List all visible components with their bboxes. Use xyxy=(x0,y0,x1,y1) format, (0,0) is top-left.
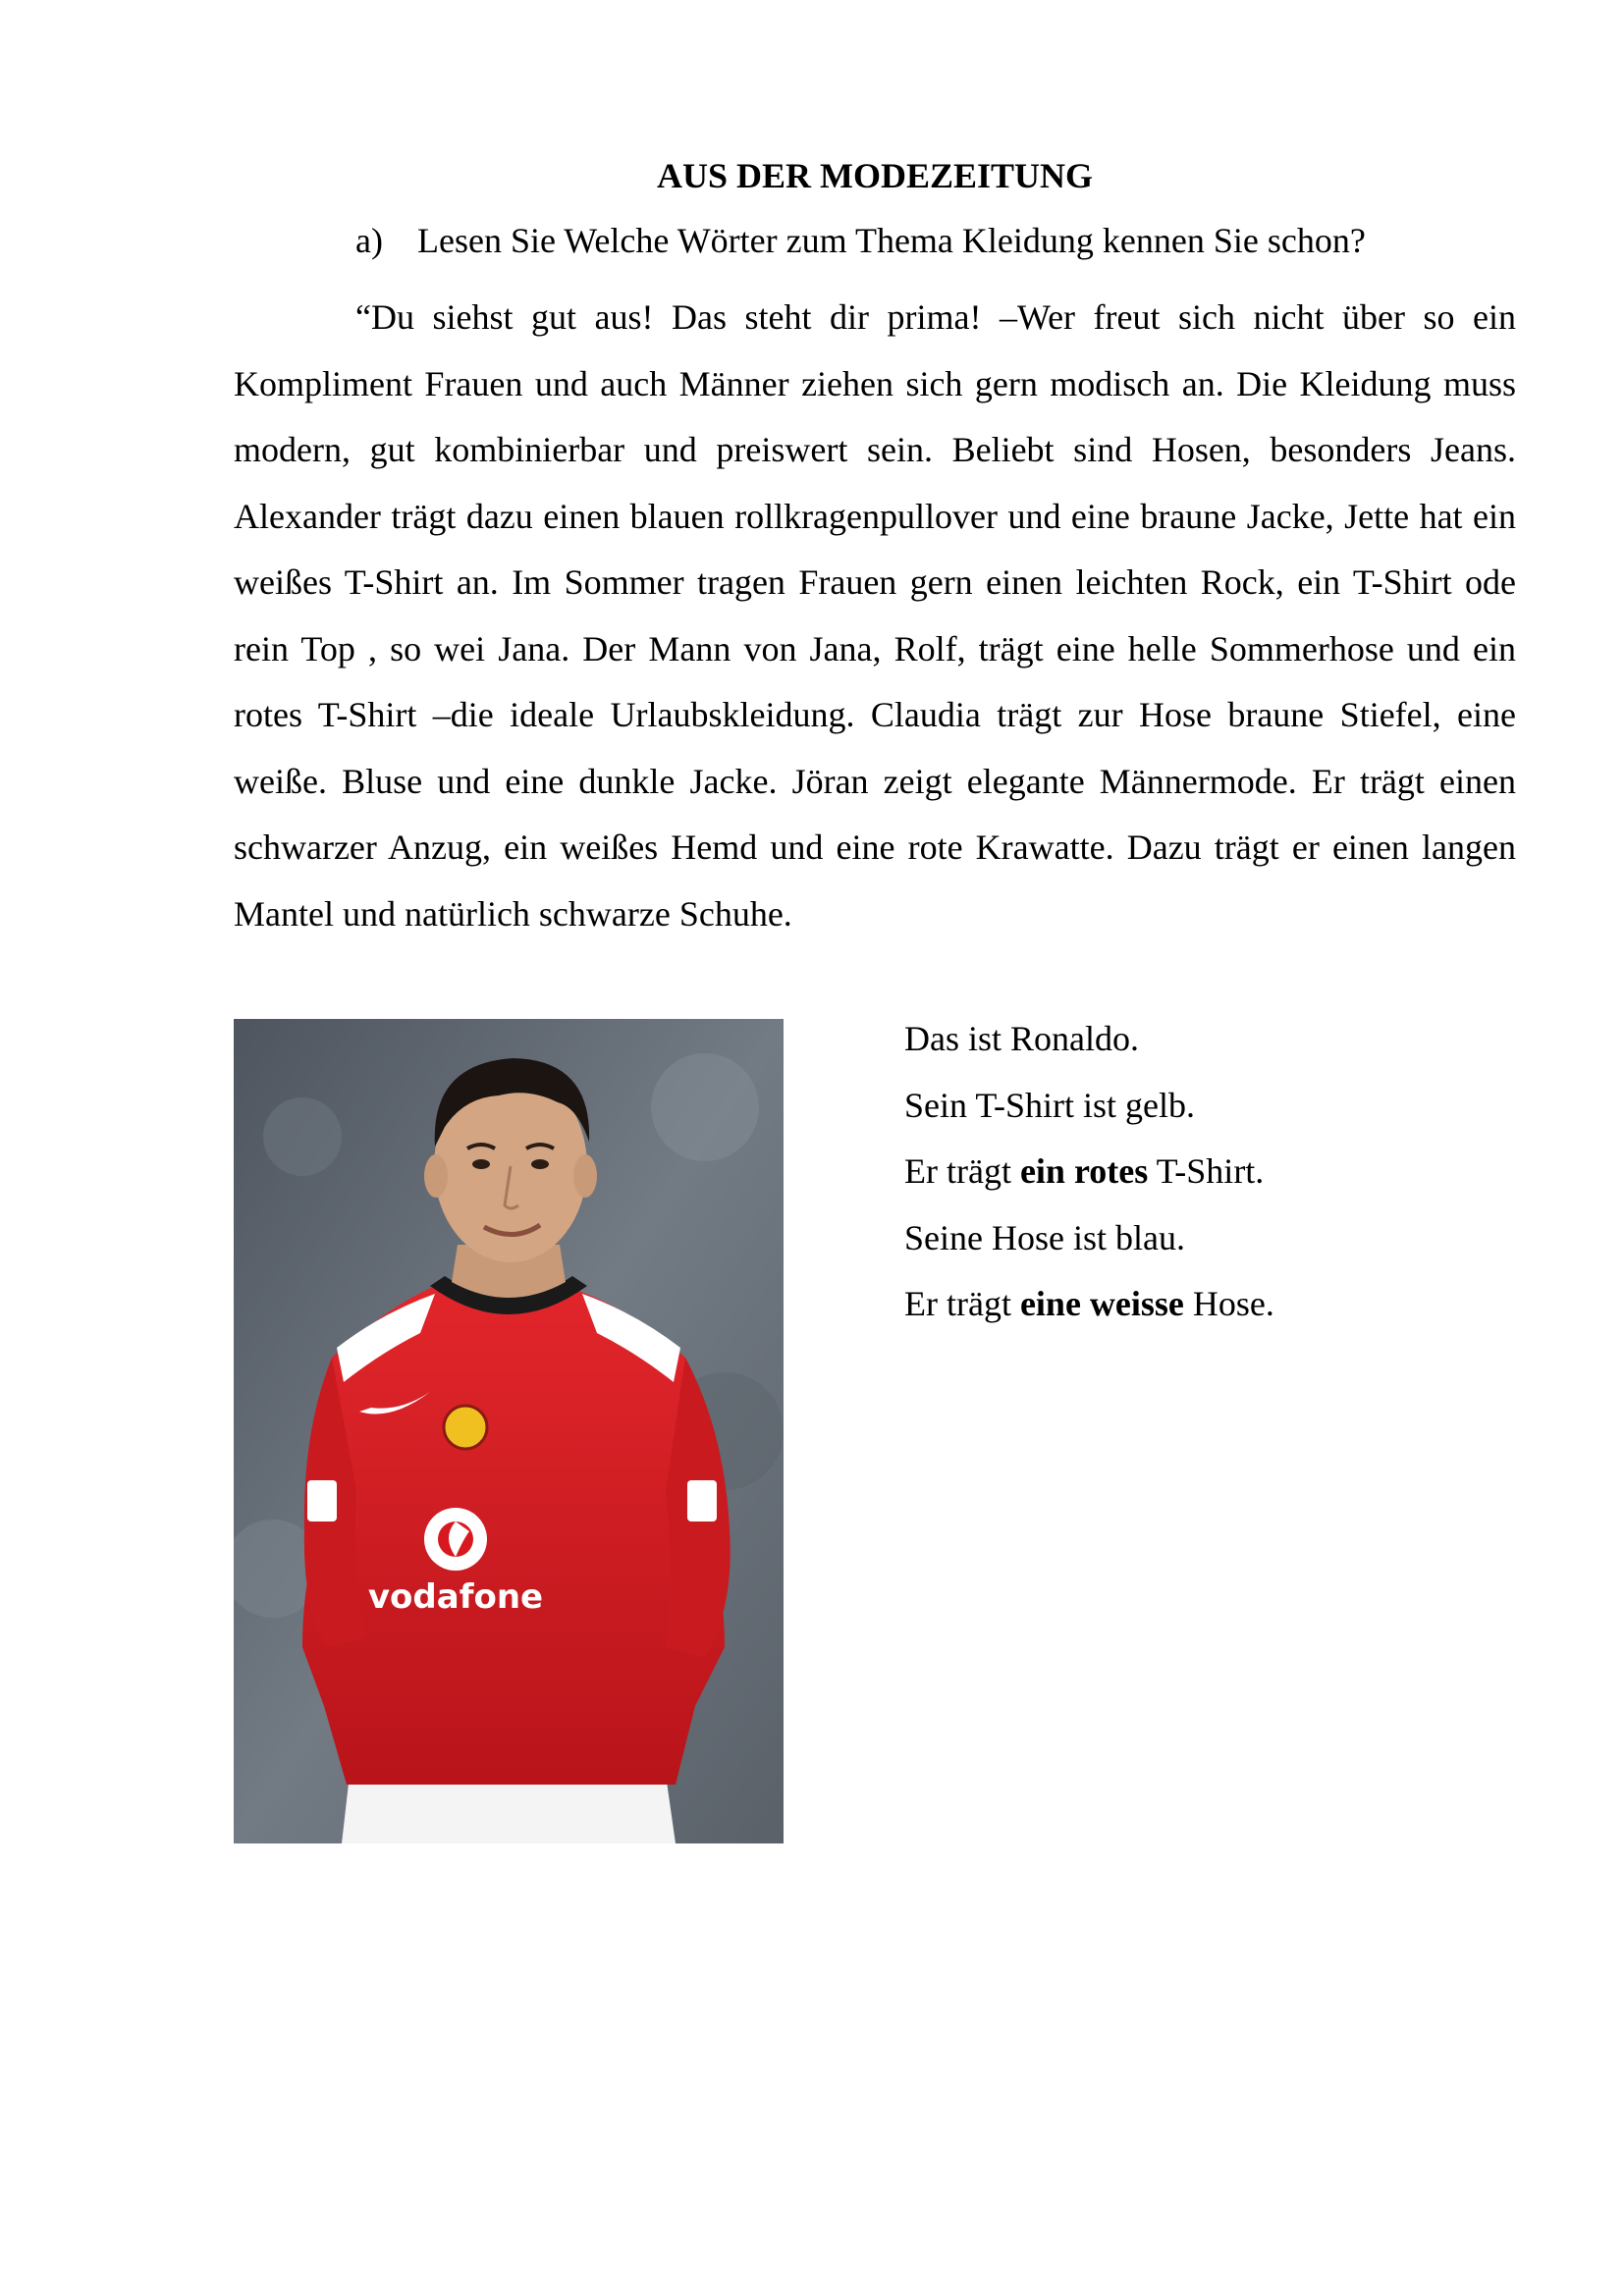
sponsor-logo-text: vodafone xyxy=(367,1577,544,1617)
task-text: Lesen Sie Welche Wörter zum Thema Kleidung kennen Sie schon? xyxy=(417,221,1366,260)
caption-line-4: Seine Hose ist blau. xyxy=(904,1217,1185,1257)
caption-line-3 xyxy=(904,1139,1274,1205)
task-marker: a) xyxy=(355,221,383,260)
document-title: AUS DER MODEZEITUNG xyxy=(656,156,1094,195)
caption-line-5-post: Hose. xyxy=(1183,1284,1274,1323)
caption-line-5 xyxy=(904,1271,1274,1338)
reading-paragraph: “Du siehst gut aus! Das steht dir prima! –Wer freut sich nicht über so ein Kompliment Frauen und auch Männer ziehen sich gern modisch an. Die Kleidung muss modern, gut kombinierbar und preiswert sein. Beliebt sind Hosen, besonders Jeans. Alexander trägt dazu einen blauen rollkragenpullover und eine braune Jacke, Jette hat ein weißes T-Shirt an. Im Sommer tragen Frauen gern einen leichten Rock, ein T-Shirt ode rein Top , so wei Jana. Der Mann von Jana, Rolf, trägt eine helle Sommerhose und ein rotes T-Shirt –die ideale Urlaubskleidung. Claudia trägt zur Hose braune Stiefel, eine weiße. Bluse und eine dunkle Jacke. Jöran zeigt elegante Männermode. Er trägt einen schwarzer Anzug, ein weißes Hemd und eine rote Krawatte. Dazu trägt er einen langen Mantel und natürlich schwarze Schuhe. xyxy=(234,297,1516,934)
caption-line-3-post: T-Shirt. xyxy=(1148,1151,1265,1191)
caption-line-1: Das ist Ronaldo. xyxy=(904,1019,1139,1058)
caption-line-3-bold: ein rotes xyxy=(1019,1151,1149,1191)
ronaldo-photo xyxy=(234,1019,784,1843)
caption-line-5-pre: Er trägt xyxy=(904,1284,1020,1323)
photo-caption xyxy=(904,1006,1274,1338)
task-instruction xyxy=(355,218,1366,263)
caption-line-3-pre: Er trägt xyxy=(904,1151,1020,1191)
photo-illustration xyxy=(234,1019,784,1843)
caption-line-2: Sein T-Shirt ist gelb. xyxy=(904,1085,1196,1125)
caption-line-5-bold: eine weisse xyxy=(1019,1284,1184,1323)
